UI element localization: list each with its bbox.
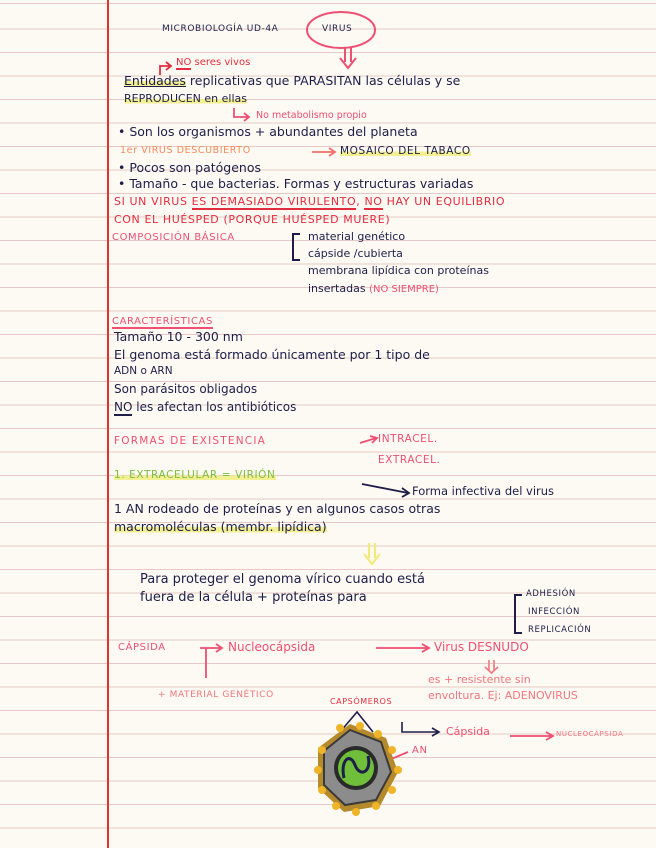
char-adn-arn: ADN o ARN	[114, 365, 173, 377]
fact-tamano: • Tamaño - que bacterias. Formas y estructuras variadas	[118, 176, 474, 191]
protect-line-2: fuera de la célula + proteínas para	[140, 590, 367, 605]
composition-brace	[292, 233, 300, 261]
diagram-an: AN	[412, 745, 428, 756]
fact-first-virus: 1er VIRUS DESCUBIERTO	[120, 145, 251, 156]
arrow-nucleocapsida	[510, 732, 553, 740]
char-parasitos: Son parásitos obligados	[114, 382, 258, 396]
diagram-capsida: Cápsida	[446, 725, 490, 738]
double-arrow-down-yellow	[364, 543, 380, 564]
arrow-intracel	[360, 436, 377, 443]
flow-adenovirus: envoltura. Ej: ADENOVIRUS	[428, 689, 578, 702]
diagram-capsomeros: CAPSÓMEROS	[330, 697, 393, 706]
fact-patogenos: • Pocos son patógenos	[118, 160, 261, 175]
composition-label: COMPOSICIÓN BÁSICA	[112, 232, 235, 243]
char-genoma: El genoma está formado únicamente por 1 tipo de	[114, 347, 430, 362]
composition-item-4: insertadas (NO SIEMPRE)	[308, 282, 439, 295]
forms-extracel: EXTRACEL.	[378, 454, 441, 466]
protein-brace	[514, 594, 522, 634]
diagram-nucleocapsida: NUCLEOCÁPSIDA	[556, 730, 624, 738]
protein-adhesion: ADHESIÓN	[526, 589, 576, 599]
fact-mosaico: MOSAICO DEL TABACO	[340, 145, 471, 157]
protein-infeccion: INFECCIÓN	[528, 607, 580, 617]
arrow-capsida-diagram	[402, 722, 439, 736]
virion-desc-1: 1 AN rodeado de proteínas y en algunos casos otras	[114, 501, 441, 516]
extracelular-virion: 1. EXTRACELULAR = VIRIÓN	[114, 469, 276, 481]
char-antibioticos: NO les afectan los antibióticos	[114, 400, 297, 414]
composition-item-1: material genético	[308, 230, 406, 243]
topic-label: VIRUS	[322, 24, 353, 34]
arrow-nucleo-desnudo	[376, 644, 429, 652]
arrow-metab	[234, 108, 249, 121]
arrow-capsida-nucleo	[200, 644, 222, 652]
composition-item-3: membrana lipídica con proteínas	[308, 264, 489, 277]
forms-title: FORMAS DE EXISTENCIA	[114, 435, 267, 447]
double-arrow-down	[340, 48, 356, 68]
flow-resistente: es + resistente sin	[428, 673, 531, 686]
virus-illustration	[314, 722, 402, 816]
double-arrow-down-small	[485, 660, 498, 673]
flow-material-genetico: + MATERIAL GENÉTICO	[158, 690, 274, 700]
no-seres-vivos: NO seres vivos	[176, 57, 251, 68]
definition-line-1: Entidades replicativas que PARASITAN las células y se	[124, 73, 461, 88]
flow-capsida: CÁPSIDA	[118, 642, 166, 653]
char-tamano: Tamaño 10 - 300 nm	[114, 329, 243, 344]
flow-virus-desnudo: Virus DESNUDO	[434, 640, 529, 654]
definition-line-2: REPRODUCEN en ellas	[124, 92, 247, 105]
protein-replicacion: REPLICACIÓN	[528, 625, 592, 635]
subject-label: MICROBIOLOGÍA UD-4A	[162, 24, 279, 34]
virulence-line-2: CON EL HUÉSPED (PORQUE HUÉSPED MUERE)	[114, 213, 391, 226]
characteristics-title: CARACTERÍSTICAS	[112, 316, 213, 327]
forms-intracel: INTRACEL.	[378, 433, 438, 445]
no-metabolismo-note: No metabolismo propio	[256, 110, 367, 121]
virulence-line-1: SI UN VIRUS ES DEMASIADO VIRULENTO, NO HAY UN EQUILIBRIO	[114, 195, 506, 208]
arrow-mosaico	[312, 148, 335, 156]
composition-item-2: cápside /cubierta	[308, 247, 403, 260]
virion-desc-2: macromoléculas (membr. lipídica)	[114, 519, 327, 534]
protect-line-1: Para proteger el genoma vírico cuando está	[140, 572, 425, 587]
arrow-an-diagram	[384, 752, 408, 762]
arrow-capsomeros	[340, 712, 373, 732]
margin-line	[107, 0, 109, 848]
fact-abundantes: • Son los organismos + abundantes del planeta	[118, 124, 418, 139]
arrow-infectiva	[362, 484, 409, 497]
flow-nucleocapsida: Nucleocápsida	[228, 640, 316, 654]
forma-infectiva: Forma infectiva del virus	[412, 484, 555, 498]
